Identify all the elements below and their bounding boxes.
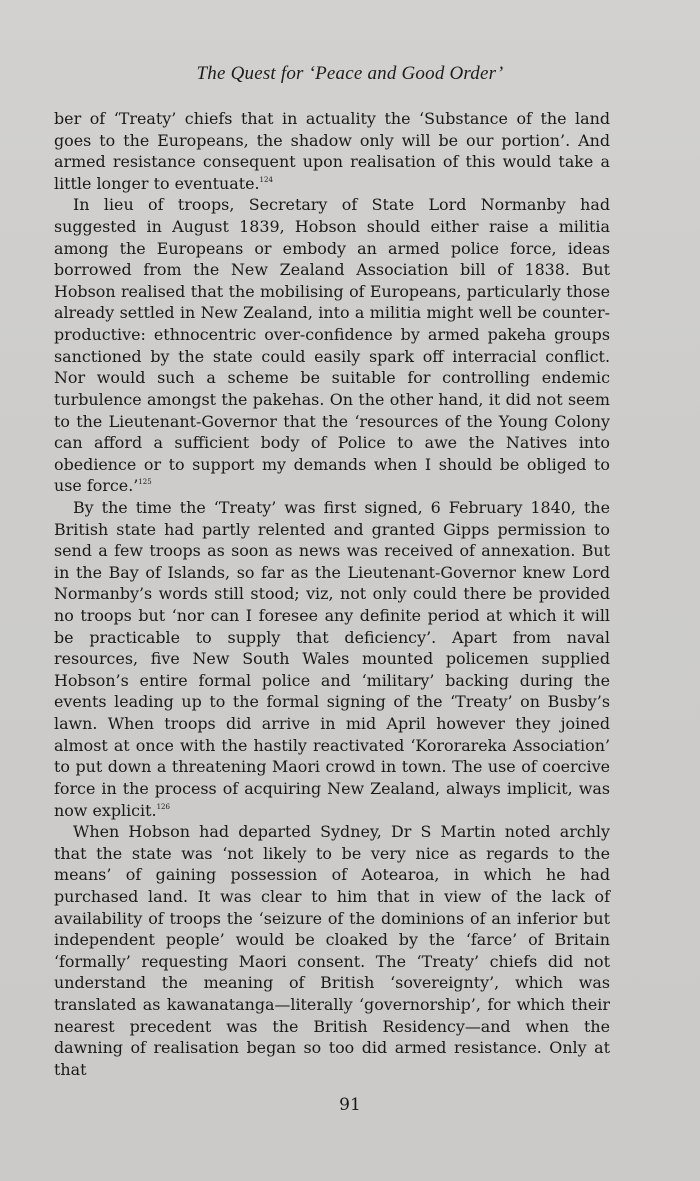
paragraph (54, 497, 610, 821)
paragraph-continued (54, 108, 610, 194)
paragraph-text: When Hobson had departed Sydney, Dr S Martin noted archly that the state was ‘not likely to be very nice as regards to the means’ of gaining possession of Aotearoa, in which he had purchased land. It was clear to him that in view of the lack of availability of troops the ‘seizure of the dominions of an inferior but independent people’ would be cloaked by the ‘farce’ of Britain ‘formally’ requesting Maori consent. The ‘Treaty’ chiefs did not understand the meaning of British ‘sovereignty’, which was translated as kawanatanga—literally ‘governorship’, for which their nearest precedent was the British Residency—and when the dawning of realisation began so too did armed resistance. Only at that (54, 822, 610, 1079)
paragraph (54, 821, 610, 1080)
paragraph-text: In lieu of troops, Secretary of State Lord Normanby had suggested in August 1839, Hobson should either raise a militia among the Europeans or embody an armed police force, ideas borrowed from the New Zealand Association bill of 1838. But Hobson realised that the mobilising of Europeans, particularly those already settled in New Zealand, into a militia might well be counter-productive: ethnocentric over-confidence by armed pakeha groups sanctioned by the state could easily spark off interracial conflict. Nor would such a scheme be suitable for controlling endemic turbulence amongst the pakehas. On the other hand, it did not seem to the Lieutenant-Governor that the ‘resources of the Young Colony can afford a sufficient body of Police to awe the Natives into obedience or to support my demands when I should be obliged to use force.’ (54, 195, 610, 496)
paragraph-text: ber of ‘Treaty’ chiefs that in actuality the ‘Substance of the land goes to the Europeans, the shadow only will be our portion’. And armed resistance consequent upon realisation of this would take a little longer to eventuate. (54, 109, 610, 193)
paragraph-text: By the time the ‘Treaty’ was first signed, 6 February 1840, the British state had partly relented and granted Gipps permission to send a few troops as soon as news was received of annexation. But in the Bay of Islands, so far as the Lieutenant-Governor knew Lord Normanby’s words still stood; viz, not only could there be provided no troops but ‘nor can I foresee any definite period at which it will be practicable to supply that deficiency’. Apart from naval resources, five New South Wales mounted policemen supplied Hobson’s entire formal police and ‘military’ backing during the events leading up to the formal signing of the ‘Treaty’ on Busby’s lawn. When troops did arrive in mid April however they joined almost at once with the hastily reactivated ‘Kororareka Association’ to put down a threatening Maori crowd in town. The use of coercive force in the process of acquiring New Zealand, always implicit, was now explicit. (54, 497, 610, 820)
body-text (54, 108, 610, 1080)
footnote-ref: 125 (138, 478, 152, 487)
footnote-ref: 124 (259, 175, 273, 184)
page-number: 91 (339, 1095, 361, 1115)
footnote-ref: 126 (156, 802, 170, 811)
paragraph (54, 194, 610, 497)
running-head: The Quest for ‘Peace and Good Order’ (196, 63, 504, 84)
